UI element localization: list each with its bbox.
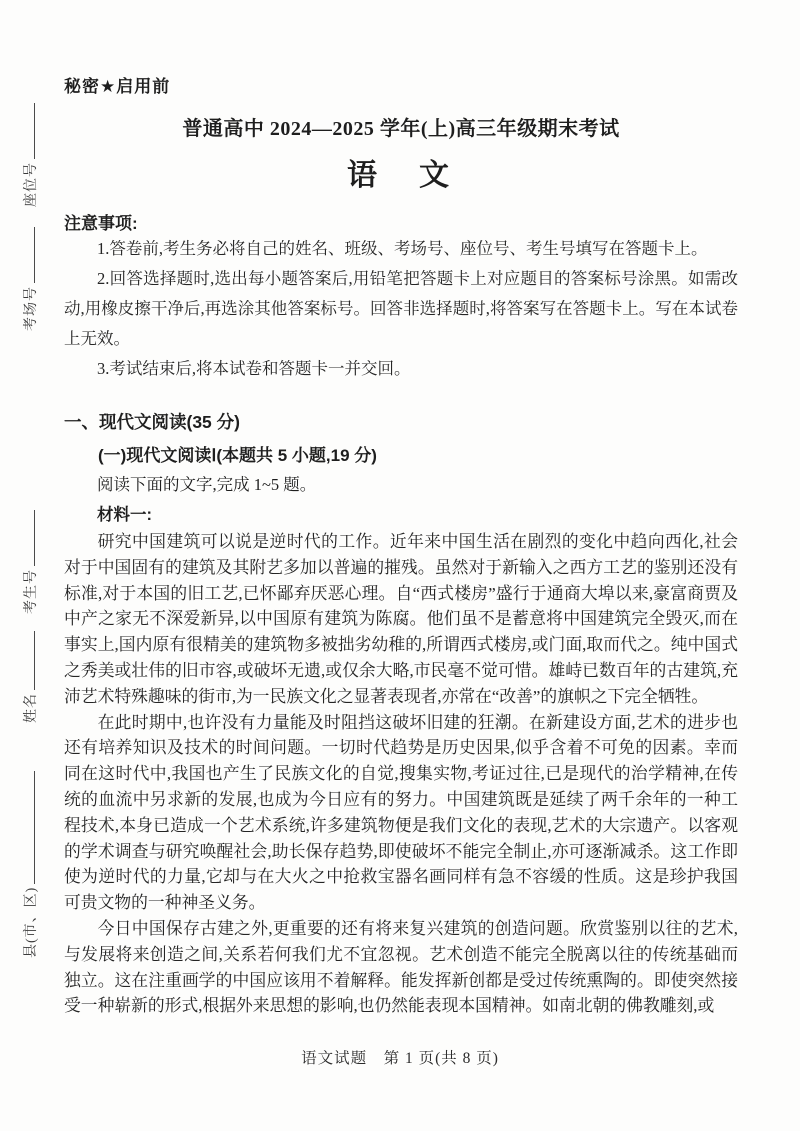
seal-field-label: 考生号 [24, 569, 39, 614]
section-heading: 一、现代文阅读(35 分) [64, 412, 240, 432]
notice-item-2: 2.回答选择题时,选出每小题答案后,用铅笔把答题卡上对应题目的答案标号涂黑。如需改动,用橡皮擦干净后,再选涂其他答案标号。回答非选择题时,将答案写在答题卡上。写在本试卷上无效。 [64, 269, 738, 348]
seal-field-blank-line [20, 227, 35, 283]
notice-item-3: 3.考试结束后,将本试卷和答题卡一并交回。 [97, 359, 411, 378]
seal-field-exam-room-number [20, 227, 40, 331]
seal-field-label: 县(市、区) [24, 886, 39, 958]
seal-field-label: 考场号 [24, 286, 39, 331]
exam-title: 普通高中 2024—2025 学年(上)高三年级期末考试 [182, 118, 620, 140]
seal-field-candidate-number [20, 510, 40, 614]
notice-heading: 注意事项: [64, 214, 138, 233]
seal-field-blank-line [20, 631, 35, 690]
material-one-label: 材料一: [97, 506, 152, 524]
secrecy-notice: 秘密★启用前 [64, 77, 171, 96]
seal-field-label: 姓名 [24, 693, 39, 723]
section-subheading: (一)现代文阅读Ⅰ(本题共 5 小题,19 分) [98, 446, 377, 465]
body-paragraph: 在此时期中,也许没有力量能及时阻挡这破坏旧建的狂潮。在新建设方面,艺术的进步也还有培养知识及技术的时间问题。一切时代趋势是历史因果,似乎含着不可免的因素。幸而同在这时代中,我国也产生了民族文化的自觉,搜集实物,考证过往,已是现代的治学精神,在传统的血流中另求新的发展,也成为今日应有的努力。中国建筑既是延续了两千余年的一种工程技术,本身已造成一个艺术系统,许多建筑物便是我们文化的表现,艺术的大宗遗产。以客观的学术调查与研究唤醒社会,助长保存趋势,即使破坏不能完全制止,亦可逐渐减杀。这工作即使为逆时代的力量,它却与在大火之中抢救宝器名画同样有急不容缓的性质。这是珍护我国可贵文物的一种神圣义务。 [64, 712, 738, 913]
material-one-text [64, 529, 738, 1019]
seal-field-seat-number [20, 103, 40, 207]
body-paragraph: 今日中国保存古建之外,更重要的还有将来复兴建筑的创造问题。欣赏鉴别以往的艺术,与发展将来创造之间,关系若何我们尤不宜忽视。艺术创造不能完全脱离以往的传统基础而独立。这在注重画学的中国应该用不着解释。能发挥新创都是受过传统熏陶的。即使突然接受一种崭新的形式,根据外来思想的影响,也仍然能表现本国精神。如南北朝的佛教雕刻,或 [64, 918, 738, 1016]
notice-item-1: 1.答卷前,考生务必将自己的姓名、班级、考场号、座位号、考生号填写在答题卡上。 [97, 239, 708, 258]
seal-field-blank-line [20, 510, 35, 566]
seal-field-name [20, 631, 40, 723]
page-footer: 语文试题 第 1 页(共 8 页) [301, 1050, 499, 1067]
seal-field-blank-line [20, 103, 35, 159]
exam-content [64, 72, 738, 1019]
seal-field-label: 座位号 [24, 162, 39, 207]
seal-field-blank-line [20, 771, 35, 884]
subject-title: 语 文 [347, 159, 455, 192]
body-paragraph: 研究中国建筑可以说是逆时代的工作。近年来中国生活在剧烈的变化中趋向西化,社会对于中国固有的建筑及其附艺多加以普遍的摧残。虽然对于新输入之西方工艺的鉴别还没有标准,对于本国的旧工艺,已怀鄙弃厌恶心理。自“西式楼房”盛行于通商大埠以来,豪富商贾及中产之家无不深爱新异,以中国原有建筑为陈腐。他们虽不是蓄意将中国建筑完全毁灭,而在事实上,国内原有很精美的建筑物多被拙劣幼稚的,所谓西式楼房,或门面,取而代之。纯中国式之秀美或壮伟的旧市容,或破坏无遗,或仅余大略,市民毫不觉可惜。雄峙已数百年的古建筑,充沛艺术特殊趣味的街市,为一民族文化之显著表现者,亦常在“改善”的旗帜之下完全牺牲。 [64, 532, 738, 706]
seal-field-county [20, 766, 40, 958]
reading-instruction: 阅读下面的文字,完成 1~5 题。 [97, 475, 317, 494]
